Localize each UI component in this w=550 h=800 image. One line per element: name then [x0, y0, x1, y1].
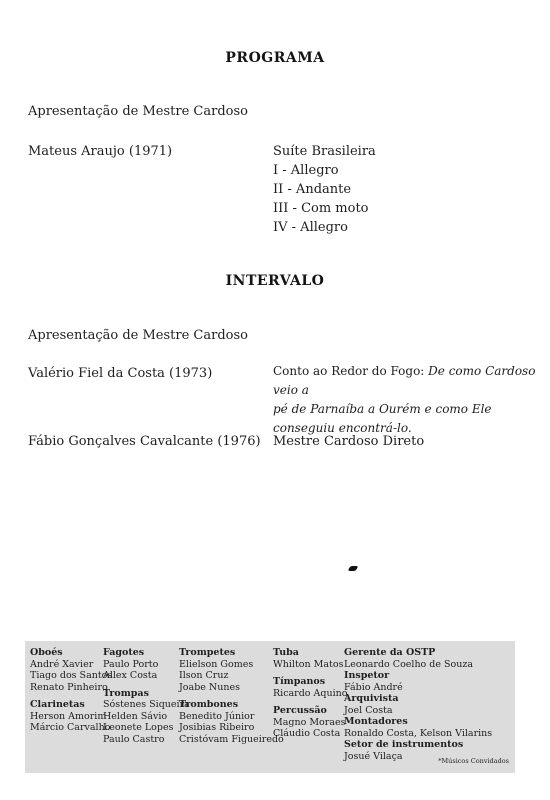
musician-name: Ricardo Aquino	[273, 687, 348, 699]
musician-name: Josibias Ribeiro	[179, 722, 255, 733]
presentation-2: Apresentação de Mestre Cardoso	[28, 328, 248, 343]
ink-mark	[348, 566, 359, 571]
roster-col-staff	[344, 647, 492, 762]
roster-col-woodwinds	[30, 647, 112, 734]
conto-title: Conto ao Redor do Fogo:	[273, 364, 425, 378]
intervalo-heading: INTERVALO	[225, 273, 325, 289]
musician-name: Cristóvam Figueiredo	[179, 733, 284, 745]
musician-name: Ilson Cruz	[179, 670, 229, 681]
musician-name: Leonete Lopes	[103, 722, 174, 733]
musician-name: Cláudio Costa	[273, 728, 341, 739]
musician-name: Joabe Nunes	[179, 681, 240, 693]
roster-col-brass	[179, 647, 284, 745]
musician-name: Tiago dos Santos	[30, 670, 113, 681]
suite-brasileira-block	[273, 142, 376, 237]
musician-name: Benedito Júnior	[179, 710, 255, 722]
section-title-inspetor: Inspetor	[344, 670, 390, 681]
movement-3: III - Com moto	[273, 201, 369, 216]
section-title-percussao: Percussão	[273, 705, 327, 716]
work-title-suite: Suíte Brasileira	[273, 144, 376, 159]
composer-cavalcante: Fábio Gonçalves Cavalcante (1976)	[28, 434, 261, 449]
presentation-1: Apresentação de Mestre Cardoso	[28, 104, 248, 119]
programa-heading: PROGRAMA	[225, 50, 325, 66]
musician-name: Allex Costa	[103, 670, 158, 681]
section-title-fagotes: Fagotes	[103, 647, 145, 658]
musician-name: André Xavier	[30, 658, 94, 670]
musician-name: Magno Moraes	[273, 716, 346, 728]
movement-2: II - Andante	[273, 182, 352, 197]
musician-name: Paulo Castro	[103, 733, 165, 745]
roster-col-tuba-percussion	[273, 647, 347, 740]
musician-name: Márcio Carvalho	[30, 722, 111, 733]
musician-name: Helden Sávio	[103, 710, 168, 722]
section-title-setor: Setor de instrumentos	[344, 739, 464, 750]
section-title-arquivista: Arquivista	[344, 693, 399, 704]
composer-costa: Valério Fiel da Costa (1973)	[28, 366, 213, 381]
section-title-oboes: Oboés	[30, 647, 63, 658]
staff-name: Leonardo Coelho de Souza	[344, 658, 474, 670]
musician-name: Elielson Gomes	[179, 658, 254, 670]
guest-musicians-note: *Músicos Convidados	[438, 756, 509, 765]
conto-subtitle-2: pé de Parnaíba a Ourém e como Ele conseguiu encontrá-lo.	[273, 402, 492, 435]
staff-name: Ronaldo Costa, Kelson Vilarins	[344, 727, 493, 739]
orchestra-roster	[25, 641, 515, 773]
musician-name: Herson Amorim	[30, 710, 107, 722]
musician-name: Whilton Matos	[273, 658, 344, 670]
section-title-tuba: Tuba	[273, 647, 299, 658]
musician-name: Renato Pinheiro	[30, 681, 108, 693]
movement-1: I - Allegro	[273, 163, 339, 178]
staff-name: Fábio André	[344, 681, 403, 693]
section-title-trombones: Trombones	[179, 699, 239, 710]
section-title-gerente: Gerente da OSTP	[344, 647, 436, 658]
section-title-trompetes: Trompetes	[179, 647, 236, 658]
section-title-timpanos: Tímpanos	[273, 676, 326, 687]
conto-work	[273, 362, 543, 438]
work-mestre-cardoso-direto: Mestre Cardoso Direto	[273, 434, 425, 449]
section-title-clarinetas: Clarinetas	[30, 699, 85, 710]
section-title-montadores: Montadores	[344, 716, 408, 727]
staff-name: Josué Vilaça	[344, 750, 403, 762]
composer-araujo: Mateus Araujo (1971)	[28, 144, 173, 159]
musician-name: Sóstenes Siqueira	[103, 699, 190, 710]
section-title-trompas: Trompas	[103, 687, 149, 699]
movement-4: IV - Allegro	[273, 220, 348, 235]
staff-name: Joel Costa	[344, 704, 393, 716]
conto-subtitle-1: De como Cardoso veio a	[273, 364, 536, 397]
roster-col-fagotes-trompas	[103, 647, 190, 745]
musician-name: Paulo Porto	[103, 658, 159, 670]
